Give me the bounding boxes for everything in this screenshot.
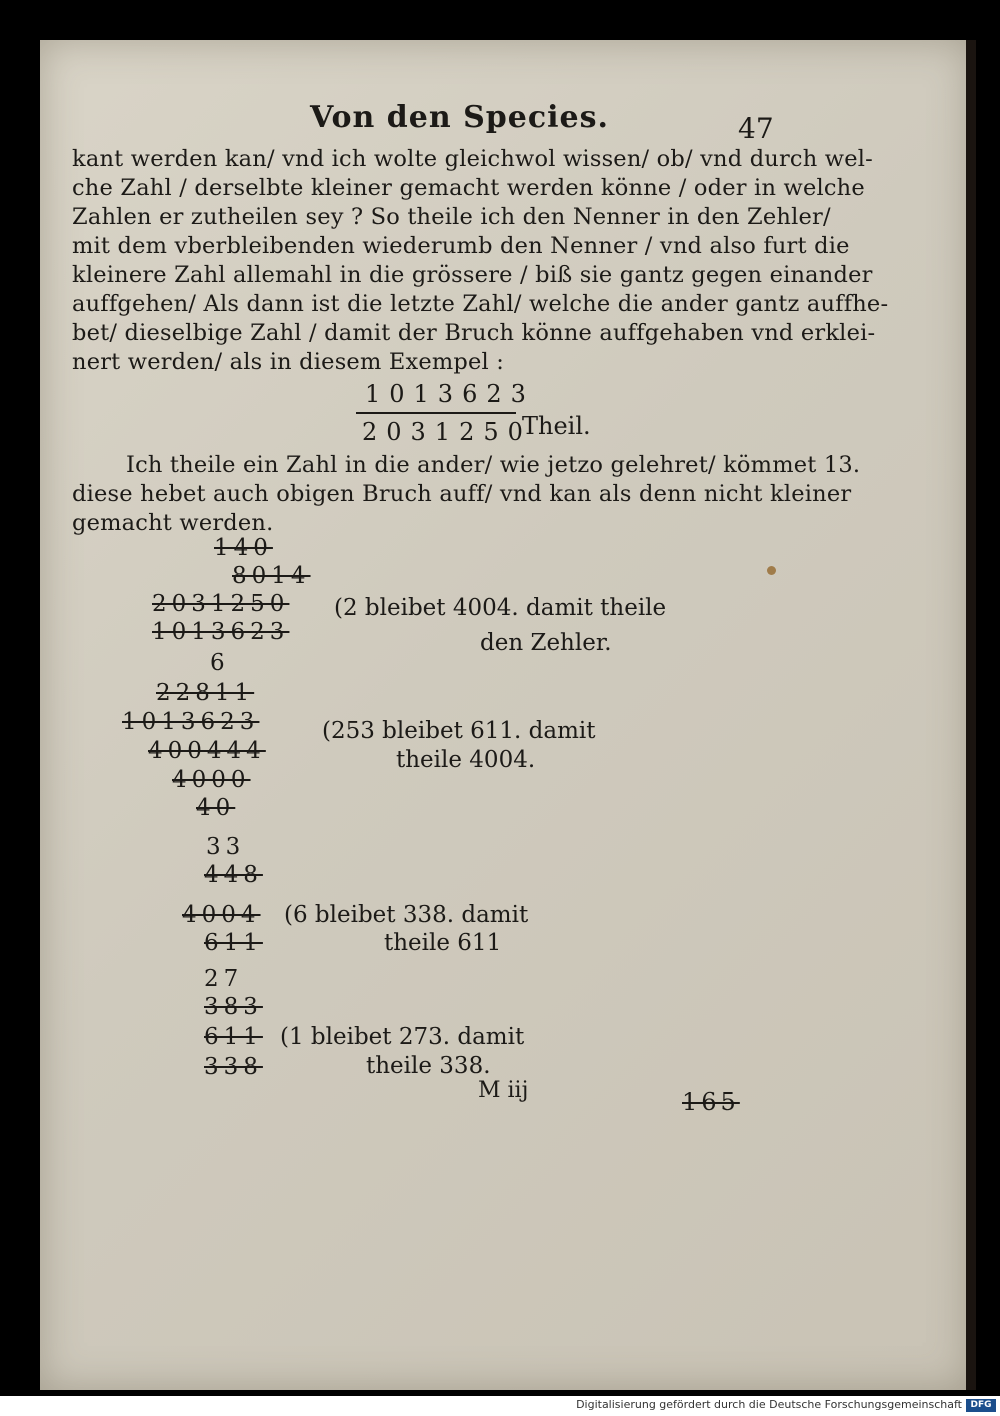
- calc-row: 2031250: [152, 591, 290, 617]
- text-line: nert werden/ als in diesem Exempel :: [72, 349, 505, 375]
- text-line: bet/ dieselbige Zahl / damit der Bruch könne auffgehaben vnd erklei-: [72, 320, 876, 346]
- calc-row: 40: [196, 795, 236, 821]
- calc-row: 1013623: [122, 709, 260, 735]
- calc-note: (253 bleibet 611. damit: [322, 718, 596, 744]
- text-line: Zahlen er zutheilen sey ? So theile ich den Nenner in den Zehler/: [72, 204, 831, 230]
- calc-row: 140: [214, 535, 273, 561]
- calc-row: 4004: [182, 902, 261, 928]
- calc-row: 611: [204, 930, 263, 956]
- fraction-denominator: 2031250: [362, 418, 532, 446]
- fraction-numerator: 1013623: [365, 380, 535, 408]
- page-number: 47: [738, 112, 774, 145]
- calc-row: 448: [204, 862, 263, 888]
- margin-number: 165: [682, 1088, 740, 1116]
- calc-note: den Zehler.: [480, 630, 612, 656]
- calc-row: 6: [210, 650, 230, 676]
- ink-spot: [767, 566, 776, 575]
- calc-row: 27: [204, 966, 244, 992]
- calc-note: theile 611: [384, 930, 502, 956]
- calc-row: 338: [204, 1054, 263, 1080]
- calc-row: 22811: [156, 680, 255, 706]
- calc-note: (1 bleibet 273. damit: [280, 1024, 525, 1050]
- signature-mark: M iij: [478, 1078, 529, 1103]
- calc-note: (6 bleibet 338. damit: [284, 902, 529, 928]
- text-line: mit dem vberbleibenden wiederumb den Nenner / vnd also furt die: [72, 233, 850, 259]
- fraction-label: Theil.: [522, 412, 591, 440]
- page-edge: [966, 40, 976, 1390]
- calc-row: 1013623: [152, 619, 290, 645]
- calc-row: 8014: [232, 563, 311, 589]
- text-line: che Zahl / derselbte kleiner gemacht werden könne / oder in welche: [72, 175, 865, 201]
- text-line: gemacht werden.: [72, 510, 274, 536]
- calc-row: 611: [204, 1024, 263, 1050]
- credit-text: Digitalisierung gefördert durch die Deutsche Forschungsgemeinschaft: [576, 1398, 962, 1411]
- calc-row: 33: [206, 834, 246, 860]
- text-line: kleinere Zahl allemahl in die grössere / biß sie gantz gegen einander: [72, 262, 873, 288]
- calc-note: (2 bleibet 4004. damit theile: [334, 595, 667, 621]
- text-line: auffgehen/ Als dann ist die letzte Zahl/ welche die ander gantz auffhe-: [72, 291, 889, 317]
- text-line: kant werden kan/ vnd ich wolte gleichwol wissen/ ob/ vnd durch wel-: [72, 146, 873, 172]
- calc-row: 400444: [148, 738, 266, 764]
- text-line: Ich theile ein Zahl in die ander/ wie jetzo gelehret/ kömmet 13.: [126, 452, 861, 478]
- dfg-logo[interactable]: DFG: [966, 1399, 996, 1412]
- calc-row: 4000: [172, 767, 251, 793]
- calc-note: theile 4004.: [396, 747, 536, 773]
- running-head: Von den Species.: [310, 100, 609, 135]
- calc-note: theile 338.: [366, 1053, 491, 1079]
- text-line: diese hebet auch obigen Bruch auff/ vnd kan als denn nicht kleiner: [72, 481, 852, 507]
- calc-row: 383: [204, 994, 263, 1020]
- fraction-bar: [356, 412, 516, 414]
